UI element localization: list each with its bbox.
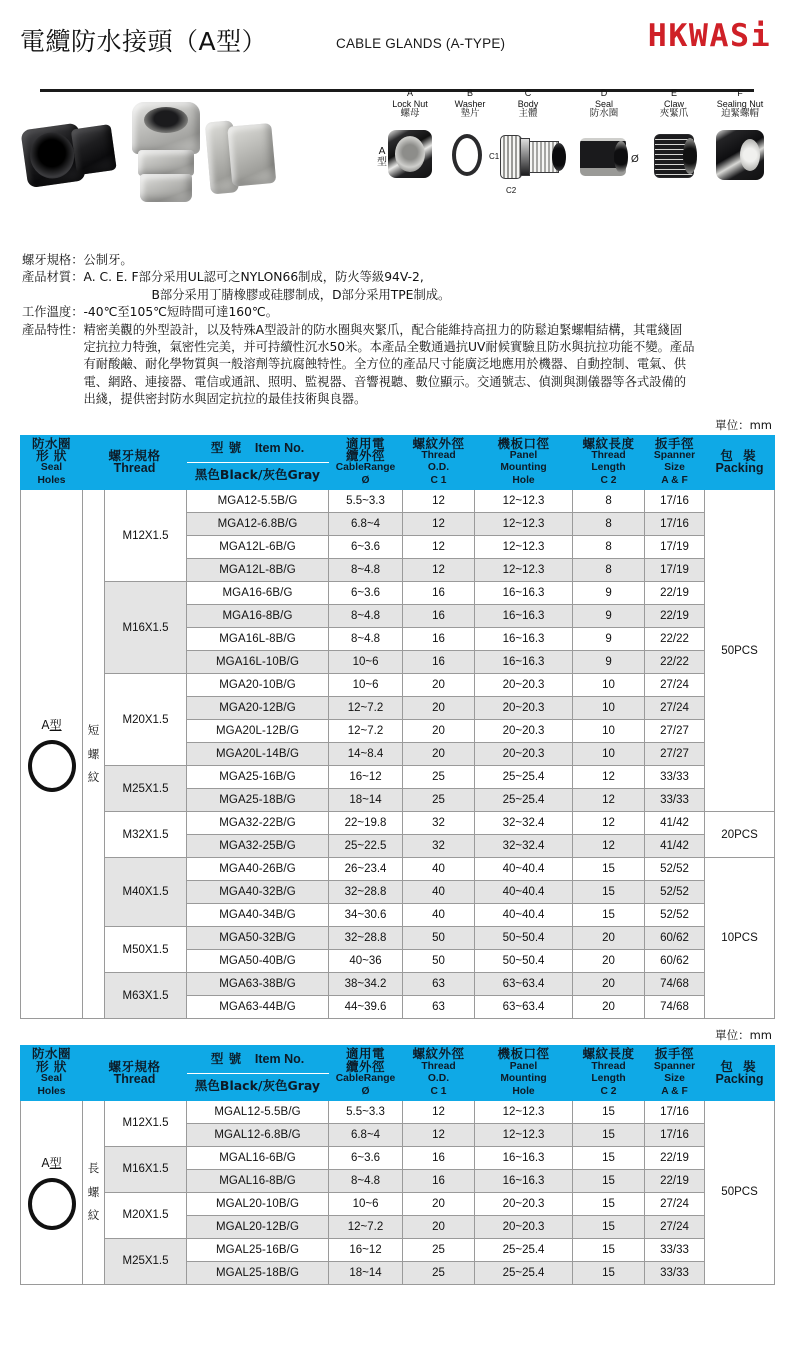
thread-size-cell: M20X1.5 <box>105 674 187 766</box>
cell-panel: 20~20.3 <box>475 697 573 720</box>
spec-table-short-thread <box>20 435 775 1020</box>
cell-od: 63 <box>403 973 475 996</box>
thread-orientation-cell <box>83 490 105 1019</box>
spec-thread: 螺牙規格：公制牙。 <box>22 253 133 267</box>
cell-panel: 63~63.4 <box>475 973 573 996</box>
cell-span: 74/68 <box>645 996 705 1019</box>
cell-span: 52/52 <box>645 904 705 927</box>
cell-od: 20 <box>403 697 475 720</box>
spec-feature-line: 精密美觀的外型設計，以及特殊A型設計的防水圈與夾緊爪，配合能維持高扭力的防鬆迫緊螺帽結構，其電綫固 <box>83 322 683 337</box>
cell-od: 12 <box>403 1100 475 1123</box>
col-header-seal-holes: 防水圈 形 狀 Seal Holes <box>21 1046 83 1101</box>
cell-panel: 12~12.3 <box>475 490 573 513</box>
cell-cable: 12~7.2 <box>329 697 403 720</box>
cell-item: MGA63-44B/G <box>187 996 329 1019</box>
cell-item: MGAL12-6.8B/G <box>187 1123 329 1146</box>
cell-span: 17/19 <box>645 536 705 559</box>
cell-od: 40 <box>403 904 475 927</box>
table-row <box>21 490 775 513</box>
cell-item: MGAL12-5.5B/G <box>187 1100 329 1123</box>
cell-len: 20 <box>573 927 645 950</box>
cell-span: 41/42 <box>645 835 705 858</box>
thread-orientation-cell <box>83 1100 105 1284</box>
spec-features-label: 產品特性： <box>22 322 84 337</box>
spec-material <box>22 269 772 304</box>
thread-size-cell: M40X1.5 <box>105 858 187 927</box>
packing-cell: 20PCS <box>705 812 775 858</box>
cell-len: 10 <box>573 697 645 720</box>
spec-material-line2: B部分采用丁腈橡膠或硅膠制成，D部分采用TPE制成。 <box>151 287 451 302</box>
cell-len: 15 <box>573 858 645 881</box>
diagram-part-b-label: B Washer 墊片 <box>454 88 486 119</box>
cell-len: 9 <box>573 582 645 605</box>
cell-od: 16 <box>403 1146 475 1169</box>
cell-panel: 20~20.3 <box>475 1215 573 1238</box>
cell-panel: 16~16.3 <box>475 1146 573 1169</box>
cell-item: MGA12L-6B/G <box>187 536 329 559</box>
col-header-item-colors: 黑色Black/灰色Gray <box>187 462 329 489</box>
diagram-part-d-art <box>580 138 626 176</box>
cell-panel: 20~20.3 <box>475 743 573 766</box>
cell-od: 63 <box>403 996 475 1019</box>
cell-panel: 16~16.3 <box>475 582 573 605</box>
cell-span: 17/16 <box>645 513 705 536</box>
thread-orientation-char: 螺 <box>87 1184 100 1199</box>
cell-item: MGAL16-6B/G <box>187 1146 329 1169</box>
cell-len: 15 <box>573 1238 645 1261</box>
spec-material-label: 產品材質： <box>22 270 84 285</box>
cell-span: 22/19 <box>645 1146 705 1169</box>
cell-len: 8 <box>573 490 645 513</box>
cell-span: 17/16 <box>645 1100 705 1123</box>
col-header-seal-holes: 防水圈 形 狀 Seal Holes <box>21 435 83 490</box>
cell-len: 12 <box>573 812 645 835</box>
cell-od: 16 <box>403 651 475 674</box>
thread-orientation-char: 短 <box>87 723 100 738</box>
page-title-en: CABLE GLANDS (A-TYPE) <box>336 36 506 51</box>
seal-shape-circle-icon <box>28 1178 76 1230</box>
cell-cable: 6.8~4 <box>329 513 403 536</box>
cell-len: 20 <box>573 996 645 1019</box>
cell-cable: 8~4.8 <box>329 1169 403 1192</box>
thread-size-cell: M16X1.5 <box>105 582 187 674</box>
seal-shape-label: A型 <box>41 1156 62 1171</box>
cell-span: 74/68 <box>645 973 705 996</box>
cell-cable: 8~4.8 <box>329 605 403 628</box>
col-header-item-no: 型 號 Item No. <box>187 435 329 462</box>
cell-span: 33/33 <box>645 1238 705 1261</box>
cell-cable: 5.5~3.3 <box>329 1100 403 1123</box>
diagram-part-d-label: D Seal 防水圈 <box>589 88 619 119</box>
cell-panel: 40~40.4 <box>475 881 573 904</box>
cell-item: MGAL16-8B/G <box>187 1169 329 1192</box>
cell-cable: 6.8~4 <box>329 1123 403 1146</box>
cell-panel: 25~25.4 <box>475 1261 573 1284</box>
seal-shape-cell <box>21 490 83 1019</box>
diagram-dim-c1: C1 <box>489 152 500 161</box>
cell-len: 12 <box>573 835 645 858</box>
cell-od: 32 <box>403 812 475 835</box>
cell-span: 33/33 <box>645 789 705 812</box>
cell-od: 25 <box>403 1261 475 1284</box>
cell-panel: 20~20.3 <box>475 674 573 697</box>
cell-cable: 6~3.6 <box>329 536 403 559</box>
cell-cable: 16~12 <box>329 766 403 789</box>
cell-item: MGA16-8B/G <box>187 605 329 628</box>
cell-cable: 12~7.2 <box>329 1215 403 1238</box>
col-header-thread: 螺牙規格 Thread <box>83 435 187 490</box>
cell-cable: 25~22.5 <box>329 835 403 858</box>
col-header-cable-range: 適用電 纜外徑 CableRange Ø <box>329 435 403 490</box>
spec-feature-line: 有耐酸鹼、耐化學物質與一般溶劑等抗腐蝕特性。全方位的產品尺寸能廣泛地應用於機器、自動控制、電氣、供 <box>83 357 687 372</box>
cell-cable: 34~30.6 <box>329 904 403 927</box>
cell-panel: 12~12.3 <box>475 1100 573 1123</box>
diagram-part-c-label: C Body 主體 <box>517 88 539 119</box>
table-row <box>21 766 775 789</box>
cell-item: MGA32-25B/G <box>187 835 329 858</box>
col-header-packing: 包 裝 Packing <box>705 1046 775 1101</box>
diagram-part-f-art <box>716 130 764 180</box>
diagram-part-c-art <box>500 132 568 182</box>
cell-len: 10 <box>573 720 645 743</box>
cell-item: MGA16L-10B/G <box>187 651 329 674</box>
cell-od: 25 <box>403 766 475 789</box>
col-header-spanner-size: 扳手徑 Spanner Size A & F <box>645 1046 705 1101</box>
datasheet-page <box>0 16 790 1367</box>
diagram-part-f-label: F Sealing Nut 迫緊螺帽 <box>716 88 764 119</box>
cell-item: MGA12-6.8B/G <box>187 513 329 536</box>
thread-size-cell: M20X1.5 <box>105 1192 187 1238</box>
cell-item: MGA20L-12B/G <box>187 720 329 743</box>
cell-panel: 16~16.3 <box>475 651 573 674</box>
unit-label-table-1: 單位：mm <box>715 417 772 432</box>
thread-size-cell: M16X1.5 <box>105 1146 187 1192</box>
cell-item: MGAL25-18B/G <box>187 1261 329 1284</box>
spec-features <box>22 322 772 409</box>
table-header-row <box>21 1046 775 1101</box>
cell-len: 15 <box>573 1123 645 1146</box>
cell-od: 40 <box>403 881 475 904</box>
col-header-thread: 螺牙規格 Thread <box>83 1046 187 1101</box>
cell-od: 16 <box>403 628 475 651</box>
cell-item: MGA40-34B/G <box>187 904 329 927</box>
product-showcase <box>20 88 772 238</box>
cell-cable: 8~4.8 <box>329 559 403 582</box>
cell-span: 22/19 <box>645 605 705 628</box>
cell-panel: 12~12.3 <box>475 536 573 559</box>
cell-item: MGA25-18B/G <box>187 789 329 812</box>
cell-item: MGA50-32B/G <box>187 927 329 950</box>
table-row <box>21 582 775 605</box>
cell-cable: 6~3.6 <box>329 1146 403 1169</box>
cell-item: MGA12L-8B/G <box>187 559 329 582</box>
cell-cable: 10~6 <box>329 1192 403 1215</box>
cell-cable: 40~36 <box>329 950 403 973</box>
cell-span: 52/52 <box>645 881 705 904</box>
col-header-packing: 包 裝 Packing <box>705 435 775 490</box>
spec-feature-line: 電、網路、連接器、電信或通訊、照明、監視器、音響視聽、數位顯示。交通號志、偵測與測儀器等各式設備的 <box>83 374 687 389</box>
cell-span: 60/62 <box>645 927 705 950</box>
cell-od: 20 <box>403 1215 475 1238</box>
product-photo-lightgray <box>126 102 210 202</box>
product-photos <box>20 94 260 209</box>
cell-item: MGA40-26B/G <box>187 858 329 881</box>
cell-item: MGA16L-8B/G <box>187 628 329 651</box>
cell-len: 12 <box>573 766 645 789</box>
cell-len: 8 <box>573 559 645 582</box>
cell-len: 8 <box>573 536 645 559</box>
thread-size-cell: M25X1.5 <box>105 1238 187 1284</box>
cell-cable: 26~23.4 <box>329 858 403 881</box>
packing-cell: 50PCS <box>705 490 775 812</box>
col-header-thread-length: 螺紋長度 Thread Length C 2 <box>573 1046 645 1101</box>
cell-len: 8 <box>573 513 645 536</box>
cell-od: 25 <box>403 789 475 812</box>
col-header-item-no: 型 號 Item No. <box>187 1046 329 1073</box>
cell-len: 15 <box>573 904 645 927</box>
cell-len: 10 <box>573 674 645 697</box>
cell-od: 20 <box>403 1192 475 1215</box>
cell-od: 16 <box>403 582 475 605</box>
cell-od: 12 <box>403 559 475 582</box>
cell-span: 27/24 <box>645 1192 705 1215</box>
thread-orientation-char: 螺 <box>87 746 100 761</box>
col-header-thread-od: 螺紋外徑 Thread O.D. C 1 <box>403 435 475 490</box>
cell-cable: 22~19.8 <box>329 812 403 835</box>
cell-span: 17/16 <box>645 1123 705 1146</box>
cell-od: 12 <box>403 1123 475 1146</box>
cell-span: 17/16 <box>645 490 705 513</box>
table-header-row <box>21 435 775 490</box>
cell-span: 22/19 <box>645 582 705 605</box>
cell-cable: 5.5~3.3 <box>329 490 403 513</box>
table-row <box>21 1146 775 1169</box>
diagram-part-a-art <box>388 130 432 178</box>
cell-item: MGA20-12B/G <box>187 697 329 720</box>
cell-span: 22/22 <box>645 628 705 651</box>
table-row <box>21 858 775 881</box>
cell-item: MGAL25-16B/G <box>187 1238 329 1261</box>
seal-shape-circle-icon <box>28 740 76 792</box>
unit-label-table-2: 單位：mm <box>715 1028 772 1043</box>
cell-panel: 20~20.3 <box>475 720 573 743</box>
cell-od: 50 <box>403 927 475 950</box>
page-title-cn: 電纜防水接頭（A型） <box>20 27 268 56</box>
diagram-part-e-label: E Claw 夾緊爪 <box>659 88 689 119</box>
cell-od: 12 <box>403 536 475 559</box>
thread-size-cell: M25X1.5 <box>105 766 187 812</box>
exploded-diagram <box>372 88 772 234</box>
cell-len: 10 <box>573 743 645 766</box>
cell-cable: 18~14 <box>329 789 403 812</box>
product-photo-gray <box>204 114 271 203</box>
table-row <box>21 1100 775 1123</box>
cell-panel: 20~20.3 <box>475 1192 573 1215</box>
cell-panel: 40~40.4 <box>475 904 573 927</box>
cell-cable: 6~3.6 <box>329 582 403 605</box>
cell-len: 12 <box>573 789 645 812</box>
cell-cable: 10~6 <box>329 651 403 674</box>
cell-panel: 50~50.4 <box>475 950 573 973</box>
cell-len: 9 <box>573 651 645 674</box>
cell-span: 27/24 <box>645 1215 705 1238</box>
cell-len: 15 <box>573 881 645 904</box>
thread-size-cell: M50X1.5 <box>105 927 187 973</box>
cell-od: 25 <box>403 1238 475 1261</box>
cell-cable: 32~28.8 <box>329 927 403 950</box>
cell-cable: 32~28.8 <box>329 881 403 904</box>
cell-panel: 25~25.4 <box>475 1238 573 1261</box>
cell-panel: 12~12.3 <box>475 1123 573 1146</box>
cell-span: 22/22 <box>645 651 705 674</box>
cell-od: 12 <box>403 513 475 536</box>
table-row <box>21 973 775 996</box>
cell-od: 16 <box>403 1169 475 1192</box>
cell-item: MGA20L-14B/G <box>187 743 329 766</box>
cell-od: 40 <box>403 858 475 881</box>
cell-len: 15 <box>573 1192 645 1215</box>
col-header-thread-od: 螺紋外徑 Thread O.D. C 1 <box>403 1046 475 1101</box>
cell-span: 27/27 <box>645 743 705 766</box>
spec-feature-line: 定抗拉力特強，氣密性完美，并可持續性沉水50米。本產品全數通過抗UV耐候實驗且防水與抗拉功能不變。產品 <box>83 340 695 355</box>
diagram-part-b-art <box>452 134 482 176</box>
product-photo-black <box>20 112 121 194</box>
cell-span: 27/24 <box>645 697 705 720</box>
cell-cable: 10~6 <box>329 674 403 697</box>
cell-panel: 40~40.4 <box>475 858 573 881</box>
diagram-part-e-art <box>654 134 694 178</box>
seal-shape-cell <box>21 1100 83 1284</box>
cell-len: 15 <box>573 1261 645 1284</box>
cell-span: 17/19 <box>645 559 705 582</box>
packing-cell: 10PCS <box>705 858 775 1019</box>
cell-item: MGAL20-10B/G <box>187 1192 329 1215</box>
cell-cable: 14~8.4 <box>329 743 403 766</box>
cell-cable: 16~12 <box>329 1238 403 1261</box>
col-header-spanner-size: 扳手徑 Spanner Size A & F <box>645 435 705 490</box>
table-row <box>21 812 775 835</box>
thread-size-cell: M12X1.5 <box>105 490 187 582</box>
cell-panel: 50~50.4 <box>475 927 573 950</box>
cell-od: 16 <box>403 605 475 628</box>
cell-cable: 12~7.2 <box>329 720 403 743</box>
thread-orientation-char: 紋 <box>87 1208 100 1223</box>
packing-cell: 50PCS <box>705 1100 775 1284</box>
cell-cable: 8~4.8 <box>329 628 403 651</box>
thread-size-cell: M12X1.5 <box>105 1100 187 1146</box>
cell-len: 9 <box>573 628 645 651</box>
col-header-panel-hole: 機板口徑 Panel Mounting Hole <box>475 1046 573 1101</box>
cell-od: 32 <box>403 835 475 858</box>
col-header-item-colors: 黑色Black/灰色Gray <box>187 1073 329 1100</box>
cell-panel: 16~16.3 <box>475 605 573 628</box>
cell-item: MGA12-5.5B/G <box>187 490 329 513</box>
cell-item: MGA63-38B/G <box>187 973 329 996</box>
page-header <box>20 16 772 78</box>
cell-od: 12 <box>403 490 475 513</box>
cell-item: MGA50-40B/G <box>187 950 329 973</box>
diagram-atype-label: A 型 <box>377 146 387 168</box>
cell-item: MGA16-6B/G <box>187 582 329 605</box>
cell-len: 15 <box>573 1215 645 1238</box>
seal-shape-label: A型 <box>41 718 62 733</box>
spec-temperature: 工作溫度：-40℃至105℃短時間可達160℃。 <box>22 305 279 320</box>
cell-cable: 18~14 <box>329 1261 403 1284</box>
cell-od: 20 <box>403 720 475 743</box>
table-body-long-thread <box>21 1100 775 1284</box>
cell-item: MGA20-10B/G <box>187 674 329 697</box>
diagram-part-a-label: A Lock Nut 螺母 <box>392 88 428 119</box>
cell-span: 22/19 <box>645 1169 705 1192</box>
cell-od: 20 <box>403 674 475 697</box>
cell-item: MGA25-16B/G <box>187 766 329 789</box>
table-row <box>21 927 775 950</box>
cell-len: 20 <box>573 950 645 973</box>
col-header-thread-length: 螺紋長度 Thread Length C 2 <box>573 435 645 490</box>
cell-panel: 12~12.3 <box>475 513 573 536</box>
diagram-dim-diameter: Ø <box>631 154 639 165</box>
cell-span: 27/27 <box>645 720 705 743</box>
cell-span: 52/52 <box>645 858 705 881</box>
cell-od: 20 <box>403 743 475 766</box>
cell-cable: 38~34.2 <box>329 973 403 996</box>
specifications-text <box>22 252 772 409</box>
cell-item: MGA40-32B/G <box>187 881 329 904</box>
col-header-cable-range: 適用電 纜外徑 CableRange Ø <box>329 1046 403 1101</box>
cell-panel: 25~25.4 <box>475 766 573 789</box>
cell-panel: 12~12.3 <box>475 559 573 582</box>
table-body-short-thread <box>21 490 775 1019</box>
cell-span: 27/24 <box>645 674 705 697</box>
table-row <box>21 1238 775 1261</box>
cell-panel: 63~63.4 <box>475 996 573 1019</box>
cell-len: 20 <box>573 973 645 996</box>
thread-orientation-char: 紋 <box>87 770 100 785</box>
table-row <box>21 1192 775 1215</box>
cell-od: 50 <box>403 950 475 973</box>
cell-len: 15 <box>573 1100 645 1123</box>
cell-panel: 32~32.4 <box>475 835 573 858</box>
cell-span: 41/42 <box>645 812 705 835</box>
cell-span: 33/33 <box>645 1261 705 1284</box>
cell-panel: 16~16.3 <box>475 1169 573 1192</box>
cell-cable: 44~39.6 <box>329 996 403 1019</box>
diagram-dim-c2: C2 <box>506 186 517 195</box>
cell-span: 60/62 <box>645 950 705 973</box>
cell-len: 15 <box>573 1169 645 1192</box>
cell-span: 33/33 <box>645 766 705 789</box>
col-header-panel-hole: 機板口徑 Panel Mounting Hole <box>475 435 573 490</box>
cell-panel: 25~25.4 <box>475 789 573 812</box>
thread-orientation-char: 長 <box>87 1161 100 1176</box>
cell-item: MGAL20-12B/G <box>187 1215 329 1238</box>
cell-panel: 32~32.4 <box>475 812 573 835</box>
spec-material-line1: A. C. E. F部分采用UL認可之NYLON66制成，防火等級94V-2, <box>83 270 424 285</box>
cell-panel: 16~16.3 <box>475 628 573 651</box>
table-row <box>21 674 775 697</box>
cell-len: 9 <box>573 605 645 628</box>
cell-item: MGA32-22B/G <box>187 812 329 835</box>
brand-logo: HKWASi <box>647 18 772 54</box>
cell-len: 15 <box>573 1146 645 1169</box>
spec-feature-line: 出綫，提供密封防水與固定抗拉的最佳技術與良器。 <box>83 392 367 407</box>
spec-table-long-thread <box>20 1045 775 1285</box>
thread-size-cell: M63X1.5 <box>105 973 187 1019</box>
thread-size-cell: M32X1.5 <box>105 812 187 858</box>
